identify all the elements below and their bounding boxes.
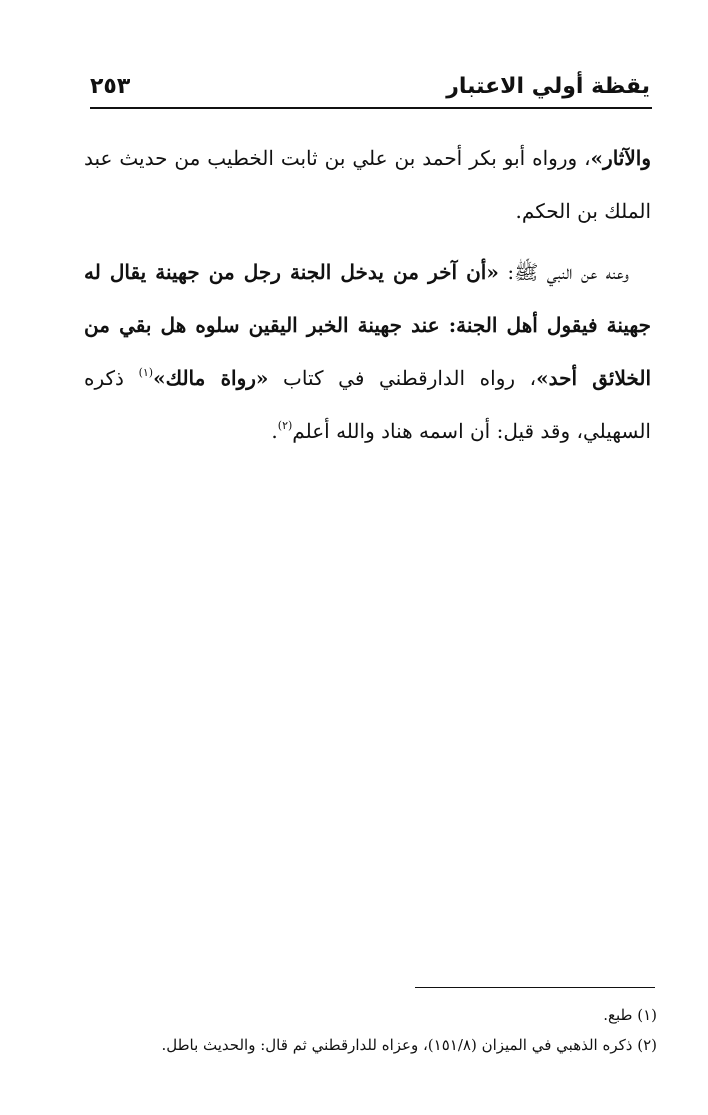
- paragraph-2: [84, 246, 651, 458]
- footnote-divider: [415, 987, 655, 988]
- footnote-ref-2[interactable]: (٢): [277, 419, 293, 432]
- book-reference: «رواة مالك»: [153, 366, 269, 390]
- paragraph-1-text: ، ورواه أبو بكر أحمد بن علي بن ثابت الخطيب من حديث عبد الملك بن الحكم.: [84, 146, 651, 223]
- header-divider: [90, 107, 652, 109]
- quoted-title-end: والآثار»: [590, 146, 651, 170]
- main-text: [84, 132, 651, 458]
- footnote-ref-1[interactable]: (١): [138, 366, 154, 379]
- page-number: ٢٥٣: [90, 74, 131, 99]
- paragraph-2-source: ، رواه الدارقطني في كتاب: [268, 366, 537, 390]
- paragraph-2-rest: ذكره السهيلي، وقد قيل: أن اسمه هناد والله أعلم: [84, 366, 651, 443]
- paragraph-2-intro: وعنه عن النبي ﷺ:: [498, 260, 629, 284]
- footnote-1: (١) طبع.: [603, 1006, 657, 1024]
- paragraph-2-end: .: [271, 419, 278, 443]
- footnotes: [100, 1000, 657, 1060]
- hadith-quote: «أن آخر من يدخل الجنة رجل من جهينة يقال له جهينة فيقول أهل الجنة: عند جهينة الخبر اليقين سلوه هل بقي من الخلائق أحد»: [84, 260, 651, 390]
- running-header: [90, 70, 650, 104]
- paragraph-1: [84, 132, 651, 238]
- book-title: يقظة أولي الاعتبار: [446, 74, 650, 99]
- footnote-2: (٢) ذكره الذهبي في الميزان (١٥١/٨)، وعزاه للدارقطني ثم قال: والحديث باطل.: [161, 1036, 657, 1054]
